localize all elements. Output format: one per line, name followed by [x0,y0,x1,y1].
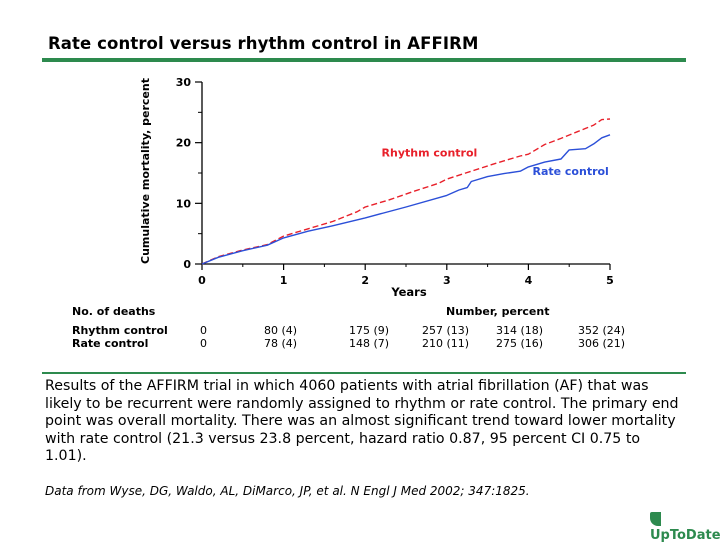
series-label: Rate control [532,164,609,178]
table-cell: 306 (21) [578,337,626,350]
table-row-label: Rate control [72,337,149,350]
figure-caption: Results of the AFFIRM trial in which 4060 patients with atrial fibrillation (AF) that was likely to be recurrent were randomly assigned to rhythm or rate control. The primary end point was overall mortality. There was an almost significant trend toward lower mortality with rate control (21.3 versus 23.8 percent, hazard ratio 0.87, 95 percent CI 0.75 to 1.01). [45,378,679,465]
table-cell: 0 [200,337,207,350]
chart-series [202,119,610,264]
x-tick-label: 0 [198,274,206,287]
table-cell: 257 (13) [422,324,470,337]
table-cell: 0 [200,324,207,337]
deaths-table-header-right: Number, percent [446,305,550,318]
table-row-label: Rhythm control [72,324,168,337]
logo-text: UpToDate [650,528,721,543]
table-cell: 275 (16) [496,337,544,350]
deaths-table-header-left: No. of deaths [72,305,156,318]
y-tick-label: 10 [175,197,191,211]
y-axis-label: Cumulative mortality, percent [139,78,152,264]
caption-divider [42,372,686,374]
table-cell: 148 (7) [349,337,390,350]
series-label: Rhythm control [381,146,478,160]
x-tick-label: 3 [442,274,451,287]
table-cell: 210 (11) [422,337,470,350]
y-ticks [176,76,202,271]
x-tick-label: 2 [361,274,370,287]
x-axis-label: Years [391,285,427,299]
table-cell: 314 (18) [496,324,544,337]
figure-title: Rate control versus rhythm control in AFFIRM [48,34,479,53]
x-tick-label: 1 [279,274,288,287]
logo-mark-icon [650,512,661,526]
y-tick-label: 20 [175,136,191,150]
x-tick-label: 5 [606,274,614,287]
table-cell: 80 (4) [264,324,298,337]
x-tick-label: 4 [524,274,533,287]
y-tick-label: 30 [175,76,191,89]
x-ticks [198,264,614,287]
y-tick-label: 0 [183,258,191,271]
uptodate-logo [650,512,728,543]
series-line-rhythm-control [202,119,610,264]
table-cell: 175 (9) [349,324,390,337]
chart-annotations [382,147,609,178]
table-cell: 78 (4) [264,337,298,350]
table-cell: 352 (24) [578,324,626,337]
data-source-citation: Data from Wyse, DG, Waldo, AL, DiMarco, JP, et al. N Engl J Med 2002; 347:1825. [45,484,530,498]
